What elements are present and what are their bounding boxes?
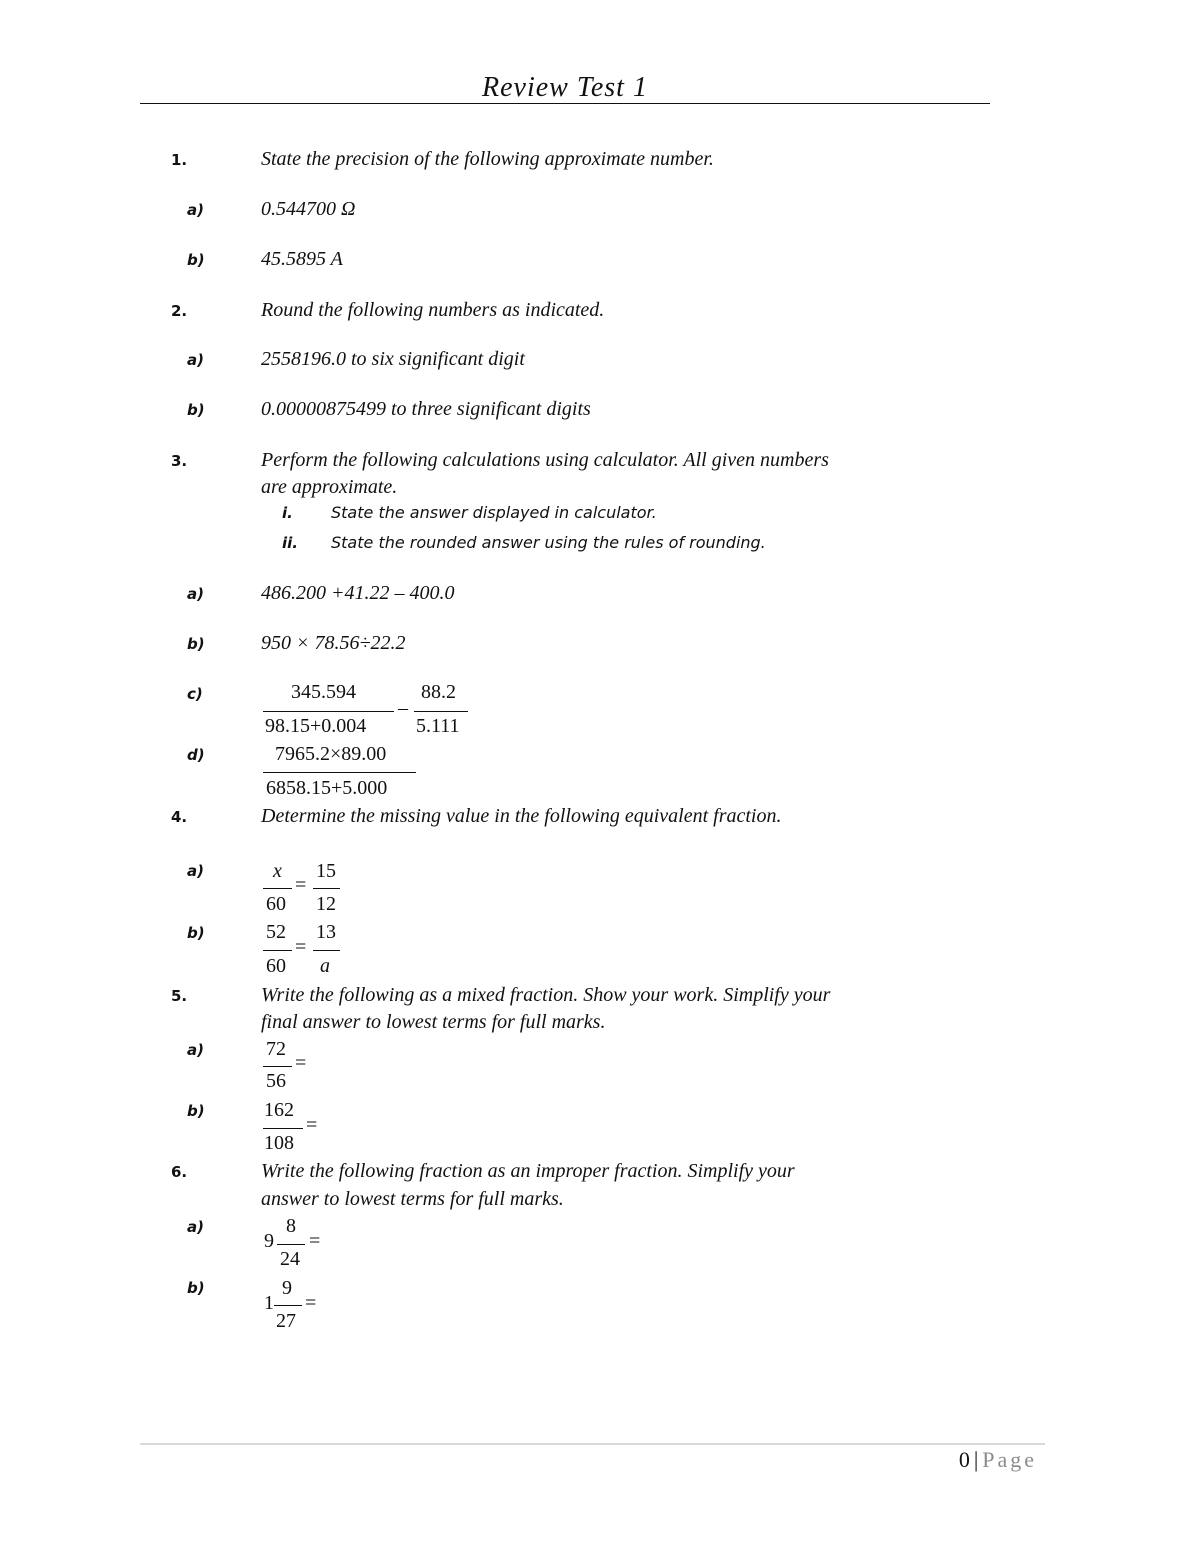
denominator: 24 (280, 1248, 300, 1270)
math-expression: 486.200 +41.22 – 400.0 (261, 582, 455, 604)
fraction-bar (414, 711, 468, 712)
question-text: State the precision of the following approximate number. (261, 148, 714, 170)
whole-number: 1 (264, 1292, 274, 1314)
denominator: 108 (264, 1132, 294, 1154)
subpart-text: 45.5895 A (261, 248, 343, 270)
question-text: Round the following numbers as indicated. (261, 299, 605, 321)
question-text-line: are approximate. (261, 476, 398, 498)
numerator: 7965.2×89.00 (275, 743, 387, 765)
header-rule (140, 103, 990, 104)
fraction-bar (263, 711, 394, 712)
question-number: 4. (171, 808, 188, 826)
instruction-text: State the answer displayed in calculator. (331, 503, 657, 522)
fraction-bar (313, 950, 340, 951)
numerator: 88.2 (421, 681, 456, 703)
fraction-bar (263, 1066, 292, 1067)
page-title: Review Test 1 (482, 72, 648, 103)
fraction-bar (313, 888, 340, 889)
fraction-bar (263, 772, 416, 773)
denominator: 5.111 (416, 715, 460, 737)
numerator: 345.594 (291, 681, 356, 703)
question-number: 6. (171, 1163, 188, 1181)
numerator: 72 (266, 1038, 286, 1060)
numerator: 162 (264, 1099, 294, 1121)
subpart-text: 0.544700 Ω (261, 198, 356, 220)
numerator: 9 (282, 1277, 292, 1299)
subpart-label: b) (187, 401, 205, 419)
page-label: Page (982, 1447, 1037, 1472)
subpart-label: b) (187, 1102, 205, 1120)
roman-label: i. (282, 504, 293, 522)
fraction-bar (263, 950, 292, 951)
footer-separator: | (973, 1447, 979, 1472)
question-text-line: Write the following as a mixed fraction. Show your work. Simplify your (261, 984, 831, 1006)
denominator: 60 (266, 955, 286, 977)
equals-sign: = (306, 1114, 318, 1136)
denominator: 56 (266, 1070, 286, 1092)
denominator: 12 (316, 893, 336, 915)
subpart-label: a) (187, 585, 204, 603)
denominator: 60 (266, 893, 286, 915)
subpart-label: a) (187, 1218, 204, 1236)
denominator: 98.15+0.004 (265, 715, 367, 737)
question-number: 3. (171, 452, 188, 470)
equals-sign: = (309, 1230, 321, 1252)
equals-sign: = (295, 936, 307, 958)
fraction-bar (277, 1244, 305, 1245)
question-number: 2. (171, 302, 188, 320)
question-text-line: answer to lowest terms for full marks. (261, 1188, 564, 1210)
denominator: 27 (276, 1310, 296, 1332)
subpart-label: b) (187, 251, 205, 269)
numerator: 13 (316, 921, 336, 943)
question-number: 5. (171, 987, 188, 1005)
instruction-text: State the rounded answer using the rules of rounding. (331, 533, 766, 552)
subpart-label: a) (187, 1041, 204, 1059)
subpart-label: b) (187, 635, 205, 653)
numerator: 52 (266, 921, 286, 943)
subpart-text: 2558196.0 to six significant digit (261, 348, 525, 370)
denominator: 6858.15+5.000 (266, 777, 388, 799)
numerator: x (273, 860, 282, 882)
math-expression: 950 × 78.56÷22.2 (261, 632, 406, 654)
equals-sign: = (295, 874, 307, 896)
roman-label: ii. (282, 534, 298, 552)
fraction-bar (274, 1305, 302, 1306)
whole-number: 9 (264, 1230, 274, 1252)
question-text-line: Write the following fraction as an improper fraction. Simplify your (261, 1160, 795, 1182)
operator: – (398, 697, 408, 719)
subpart-label: d) (187, 746, 205, 764)
question-text: Determine the missing value in the following equivalent fraction. (261, 805, 782, 827)
denominator: a (320, 955, 330, 977)
equals-sign: = (295, 1052, 307, 1074)
subpart-label: c) (187, 685, 203, 703)
footer-rule (140, 1443, 1045, 1445)
numerator: 8 (286, 1215, 296, 1237)
subpart-label: a) (187, 351, 204, 369)
subpart-label: b) (187, 924, 205, 942)
fraction-bar (263, 1128, 303, 1129)
subpart-label: a) (187, 862, 204, 880)
page-footer (959, 1447, 1037, 1473)
question-text-line: final answer to lowest terms for full marks. (261, 1011, 606, 1033)
numerator: 15 (316, 860, 336, 882)
subpart-label: a) (187, 201, 204, 219)
fraction-bar (263, 888, 292, 889)
equals-sign: = (305, 1292, 317, 1314)
question-text-line: Perform the following calculations using calculator. All given numbers (261, 449, 829, 471)
page-number: 0 (958, 1447, 970, 1472)
subpart-label: b) (187, 1279, 205, 1297)
subpart-text: 0.00000875499 to three significant digits (261, 398, 591, 420)
question-number: 1. (171, 151, 188, 169)
